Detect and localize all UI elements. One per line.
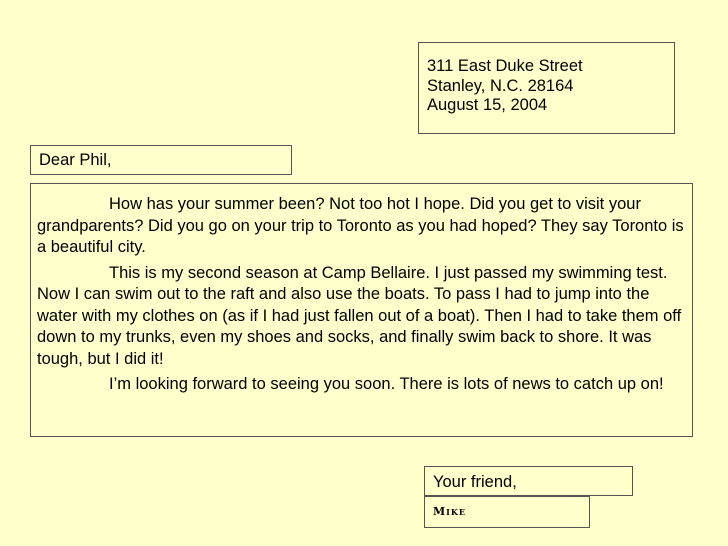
body-paragraph-2: This is my second season at Camp Bellaire. I just passed my swimming test. Now I can swim out to the raft and also use the boats. To pass I had to jump into the water with my clothes on (as if I had just fallen out of a boat). Then I had to take them off down to my trunks, even my shoes and socks, and finally swim back to shore. It was tough, but I did it! bbox=[37, 263, 682, 368]
letter-body bbox=[30, 183, 693, 437]
letter-closing bbox=[424, 466, 633, 496]
heading-city-state-zip: Stanley, N.C. 28164 bbox=[427, 76, 574, 95]
salutation-text: Dear Phil, bbox=[39, 151, 112, 169]
body-paragraph-3: I’m looking forward to seeing you soon. There is lots of news to catch up on! bbox=[109, 375, 664, 393]
body-paragraph-1: How has your summer been? Not too hot I hope. Did you get to visit your grandparents? Did you go on your trip to Toronto as you had hoped? They say Toronto is a beautiful city. bbox=[37, 195, 684, 256]
signature-text: Mike bbox=[433, 505, 466, 518]
letter-salutation bbox=[30, 145, 292, 175]
closing-text: Your friend, bbox=[433, 473, 517, 491]
letter-signature bbox=[424, 496, 590, 528]
heading-street: 311 East Duke Street bbox=[427, 57, 583, 75]
letter-heading bbox=[418, 42, 675, 134]
heading-date: August 15, 2004 bbox=[427, 96, 548, 114]
